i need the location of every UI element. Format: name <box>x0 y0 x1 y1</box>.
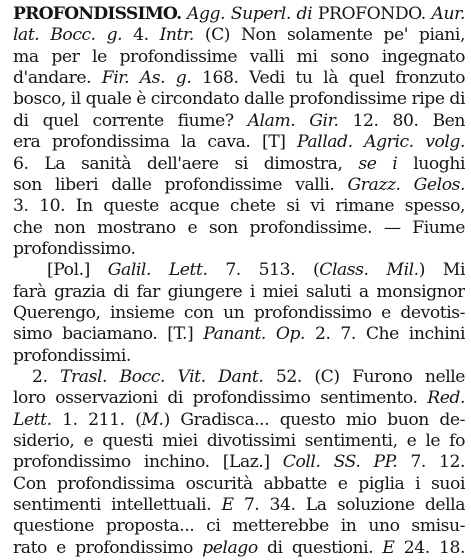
italic-text: E <box>221 495 234 516</box>
text-line <box>47 258 465 282</box>
headword: PROFONDISSIMO. <box>13 4 182 24</box>
italic-text: Galil. Lett. <box>107 260 208 281</box>
text-segment: (C) Non solamente pe' piani, <box>193 25 465 46</box>
text-segment: 3. 10. In queste acque chete si vi rimane spesso, <box>13 196 465 217</box>
text-line <box>13 472 465 496</box>
text-line <box>13 87 465 111</box>
text-segment: [Pol.] <box>47 260 108 281</box>
italic-text: M. <box>141 409 164 430</box>
text-segment: di quel corrente fiume? <box>13 110 248 131</box>
text-line <box>13 344 465 368</box>
text-segment: ) Mi <box>418 260 465 281</box>
text-line <box>13 536 465 560</box>
text-segment: di questioni. <box>257 537 383 558</box>
text-segment: Querengo, insieme con un profondissimo e devotis- <box>13 302 465 323</box>
text-segment: luoghi <box>397 153 465 174</box>
text-segment: 7. 513. ( <box>207 260 320 281</box>
text-line <box>13 173 465 197</box>
italic-text: pelago <box>202 537 258 558</box>
text-line <box>13 429 465 453</box>
text-segment: ma per le profondissime valli mi sono ingegnato <box>13 46 465 67</box>
text-segment: 52. (C) Furono nelle <box>263 367 465 387</box>
text-line <box>13 45 465 69</box>
text-segment: 168. Vedi tu là quel fronzuto <box>191 68 465 89</box>
italic-text: se i <box>358 153 398 174</box>
text-segment: 2. 7. Che inchini <box>305 324 465 345</box>
text-segment: 24. 18. <box>394 537 465 558</box>
text-line <box>13 514 465 538</box>
text-segment: d'andare. <box>13 68 102 89</box>
italic-text: Coll. SS. PP. <box>282 452 398 473</box>
italic-text: Aur. <box>431 4 465 24</box>
text-segment: 7. 12. <box>397 452 465 473</box>
italic-text: Intr. <box>159 25 194 46</box>
italic-text: lat. Bocc. g. <box>13 25 123 46</box>
text-segment: farà grazia di far giungere i miei saluti a monsignor <box>13 281 465 302</box>
text-segment: 7. 34. La soluzione della <box>233 495 465 516</box>
italic-text: E <box>382 537 395 558</box>
italic-text: Lett. <box>13 409 52 430</box>
text-line <box>13 301 465 325</box>
text-segment: che non mostrano e son profondissime. — Fiume <box>13 217 465 238</box>
italic-text: Agg. Superl. di <box>187 4 313 24</box>
text-segment: profondissimi. <box>13 345 131 366</box>
italic-text: Class. Mil. <box>319 260 419 281</box>
text-segment: simo baciamano. [T.] <box>13 324 204 345</box>
text-segment: era profondissima la cava. [T] <box>13 132 298 153</box>
italic-text: Pallad. Agric. volg. <box>297 132 465 153</box>
text-segment: 6. La sanità dell'aere si dimostra, <box>13 153 359 174</box>
italic-text: Panant. Op. <box>203 324 306 345</box>
text-line <box>13 130 465 154</box>
text-segment: loro osservazioni di profondissimo sentimento. <box>13 388 428 409</box>
text-line <box>13 216 465 240</box>
text-segment: bosco, il quale è circondato dalle profondissime ripe di <box>13 89 465 110</box>
text-line <box>13 386 465 410</box>
text-segment: son liberi dalle profondissime valli. <box>13 174 348 195</box>
text-segment: profondissimo inchino. [Laz.] <box>13 452 283 473</box>
text-line <box>13 2 465 26</box>
text-segment: sentimenti intellettuali. <box>13 495 222 516</box>
text-segment: 2. <box>32 367 61 387</box>
text-segment: Con profondissima oscurità abbatte e piglia i suoi <box>13 473 465 494</box>
text-segment: siderio, e questi miei divotissimi sentimenti, e le fo <box>13 431 465 451</box>
italic-text: Red. <box>427 388 465 409</box>
italic-text: Alam. Gir. <box>247 110 339 131</box>
text-segment: rato e profondissimo <box>13 537 203 558</box>
text-segment: 1. 211. ( <box>51 409 142 430</box>
text-segment: 4. <box>122 25 160 46</box>
text-segment: profondissimo. <box>13 238 136 259</box>
italic-text: Trasl. Bocc. Vit. Dant. <box>60 367 264 387</box>
italic-text: Grazz. Gelos. <box>347 174 465 195</box>
text-segment: questione proposta... ci metterebbe in uno smisu- <box>13 516 465 537</box>
text-segment: PROFONDO. <box>312 4 432 24</box>
text-segment: ) Gradisca... questo mio buon de- <box>163 409 465 430</box>
italic-text: Fir. As. g. <box>101 68 192 89</box>
text-segment: 12. 80. Ben <box>338 110 465 131</box>
